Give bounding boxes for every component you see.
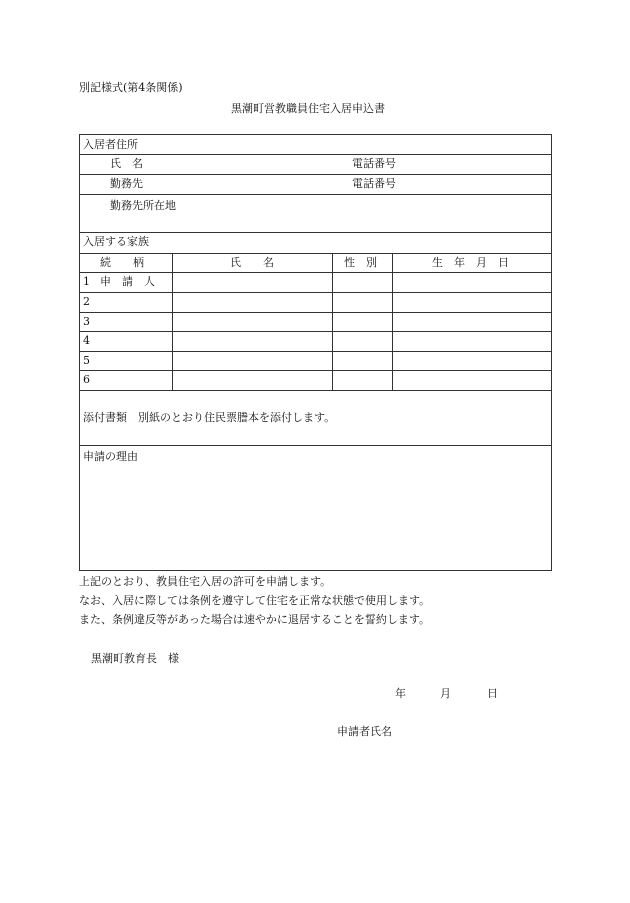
- phone-label: 電話番号: [352, 157, 396, 170]
- divider: [80, 272, 551, 273]
- workplace-label: 勤務先: [110, 177, 143, 190]
- divider: [80, 351, 551, 352]
- column-header-birth: 生 年 月 日: [432, 256, 509, 269]
- workplace-address-label: 勤務先所在地: [110, 199, 176, 212]
- table-row-relation: 申 請 人: [100, 275, 155, 288]
- date-day: 日: [487, 687, 498, 700]
- date-year: 年: [395, 687, 406, 700]
- table-row-number: 3: [83, 315, 90, 328]
- application-form: [79, 134, 552, 571]
- column-header-sex: 性 別: [344, 256, 377, 269]
- divider: [80, 232, 551, 233]
- applicant-signature-label: 申請者氏名: [337, 725, 392, 738]
- divider: [80, 194, 551, 195]
- statement-line-2: なお、入居に際しては条例を遵守して住宅を正常な状態で使用します。: [79, 594, 431, 607]
- divider: [80, 445, 551, 446]
- recipient: 黒潮町教育長 様: [91, 652, 179, 665]
- form-title: 黒潮町営教職員住宅入居申込書: [231, 102, 385, 115]
- column-header-relation: 続 柄: [100, 256, 144, 269]
- divider: [80, 253, 551, 254]
- column-divider: [172, 253, 173, 390]
- divider: [80, 174, 551, 175]
- table-row-number: 4: [83, 334, 90, 347]
- divider: [80, 312, 551, 313]
- divider: [80, 292, 551, 293]
- statement-line-1: 上記のとおり、教員住宅入居の許可を申請します。: [79, 575, 332, 588]
- name-label: 氏 名: [110, 157, 143, 170]
- workplace-phone-label: 電話番号: [352, 177, 396, 190]
- divider: [80, 390, 551, 391]
- family-section-label: 入居する家族: [83, 235, 149, 248]
- statement-line-3: また、条例違反等があった場合は速やかに退居することを誓約します。: [79, 613, 431, 626]
- column-divider: [392, 253, 393, 390]
- date-month: 月: [440, 687, 451, 700]
- column-divider: [332, 253, 333, 390]
- column-header-name: 氏 名: [230, 256, 274, 269]
- divider: [80, 331, 551, 332]
- address-label: 入居者住所: [83, 138, 138, 151]
- table-row-number: 6: [83, 373, 90, 386]
- table-row-number: 1: [83, 275, 90, 288]
- attachments-text: 添付書類 別紙のとおり住民票謄本を添付します。: [83, 411, 336, 424]
- form-number: 別記様式(第4条関係): [79, 81, 183, 94]
- reason-label: 申請の理由: [83, 450, 138, 463]
- table-row-number: 2: [83, 295, 90, 308]
- divider: [80, 154, 551, 155]
- divider: [80, 370, 551, 371]
- table-row-number: 5: [83, 354, 90, 367]
